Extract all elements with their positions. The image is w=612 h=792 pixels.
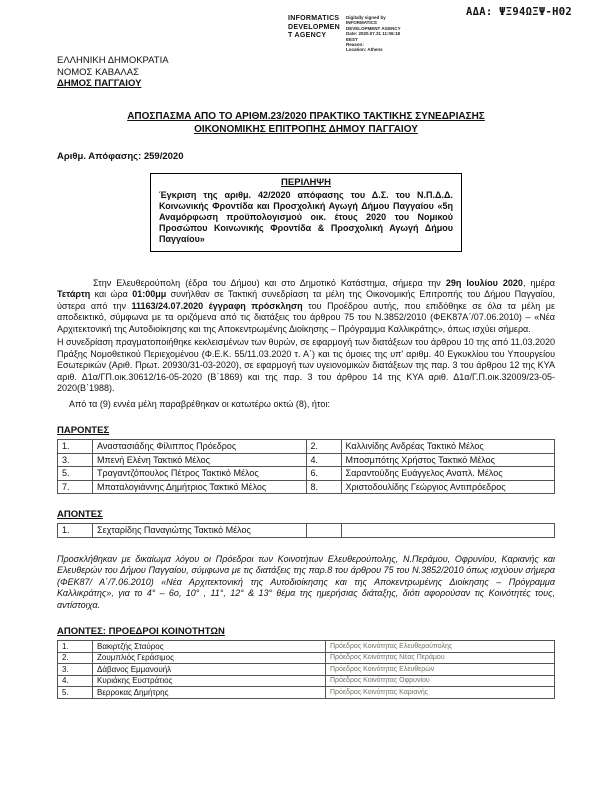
- member-number: 1.: [58, 440, 93, 454]
- signature-detail-line: EEST: [346, 36, 358, 42]
- signature-detail-line: Reason:: [346, 42, 364, 48]
- document-title: [57, 110, 555, 136]
- signature-agency-name: [288, 15, 340, 41]
- document-title-line1: ΑΠΟΣΠΑΣΜΑ ΑΠΟ ΤΟ ΑΡΙΘΜ.23/2020 ΠΡΑΚΤΙΚΟ ΤΑΚΤΙΚΗΣ ΣΥΝΕΔΡΙΑΣΗΣ: [127, 110, 485, 122]
- president-title: Πρόεδρος Κοινότητας Ελευθερούπολης: [326, 641, 555, 653]
- digital-signature-stamp: [288, 15, 401, 53]
- decision-number: Αριθμ. Απόφασης: 259/2020: [57, 150, 184, 162]
- signature-details: [346, 15, 401, 53]
- president-name: Ζουμπλιός Γεράσιμος: [93, 652, 326, 664]
- letterhead-prefecture: ΝΟΜΟΣ ΚΑΒΑΛΑΣ: [57, 66, 139, 78]
- table-row: [58, 467, 555, 481]
- table-row: [58, 687, 555, 699]
- attendance-intro: Από τα (9) εννέα μέλη παραβρέθηκαν οι κατωτέρω οκτώ (8), ήτοι:: [69, 398, 330, 409]
- ada-code: ΑΔΑ: ΨΞ94ΩΞΨ-ΗΘ2: [466, 6, 572, 18]
- letterhead-country: ΕΛΛΗΝΙΚΗ ΔΗΜΟΚΡΑΤΙΑ: [57, 55, 169, 66]
- summary-heading: ΠΕΡΙΛΗΨΗ: [281, 176, 331, 188]
- summary-box: [150, 173, 462, 252]
- table-row: [58, 524, 555, 538]
- president-name: Βακιρτζής Σταύρος: [93, 641, 326, 653]
- signature-detail-line: Date: 2020.07.31 11:06:18: [346, 31, 401, 37]
- agency-line: INFORMATICS: [288, 15, 340, 22]
- member-name: Μποσμπότης Χρήστος Τακτικό Μέλος: [341, 453, 555, 467]
- table-row: [58, 453, 555, 467]
- table-row: [58, 664, 555, 676]
- president-number: 5.: [58, 687, 93, 699]
- president-number: 3.: [58, 664, 93, 676]
- member-name: Μπενή Ελένη Τακτικό Μέλος: [93, 453, 307, 467]
- opening-paragraph: Στην Ελευθερούπολη (έδρα του Δήμου) και στο Δημοτικό Κατάστημα, σήμερα την 29η Ιουλίου 2020, ημέρα Τετάρτη και ώρα 01:00μμ συνήλθαν σε Τακτική συνεδρίαση τα μέλη της Οικονομικής Επιτροπής του Δήμου Παγγαίου, ύστερα από την 11163/24.07.2020 έγγραφη πρόσκληση του Προέδρου αυτής, που επιδόθηκε σε όλα τα μέλη με αποδεικτικό, σύμφωνα με τα οριζόμενα από τις διατάξεις του άρθρου 75 του Ν.3852/2010 (ΦΕΚ87Α΄/07.06.2010) – «Νέα Αρχιτεκτονική της Αυτοδιοίκησης και της Αποκεντρωμένης Διοίκησης – Πρόγραμμα Καλλικράτης», όπως ισχύει σήμερα.: [57, 277, 556, 334]
- member-name: Καλλινίδης Ανδρέας Τακτικό Μέλος: [341, 440, 555, 454]
- president-title: Πρόεδρος Κοινότητας Ελευθερών: [326, 664, 555, 676]
- member-name: Αναστασιάδης Φίλιππος Πρόεδρος: [93, 440, 307, 454]
- member-number: 3.: [58, 453, 93, 467]
- apontes-proedroi-heading: ΑΠΟΝΤΕΣ: ΠΡΟΕΔΡΟΙ ΚΟΙΝΟΤΗΤΩΝ: [57, 626, 225, 637]
- agency-line: DEVELOPMEN: [288, 23, 341, 31]
- president-name: Δάβανος Εμμανουήλ: [93, 664, 326, 676]
- member-name: Χριστοδουλίδης Γεώργιος Αντιπρόεδρος: [341, 480, 555, 494]
- apontes-heading: ΑΠΟΝΤΕΣ: [57, 509, 103, 520]
- president-title: Πρόεδρος Κοινότητας Καριανής: [326, 687, 555, 699]
- president-number: 2.: [58, 652, 93, 664]
- president-title: Πρόεδρος Κοινότητας Οφρυνίου: [326, 675, 555, 687]
- member-name: Σαραντούδης Ευάγγελος Αναπλ. Μέλος: [341, 467, 555, 481]
- proedroi-table: [57, 640, 555, 699]
- member-name: [341, 524, 555, 538]
- member-number: 2.: [306, 440, 341, 454]
- president-name: Κυριάκης Ευστράτιος: [93, 675, 326, 687]
- signature-detail-line: Digitally signed by: [346, 15, 386, 20]
- member-number: 5.: [58, 467, 93, 481]
- summary-text: Έγκριση της αριθμ. 42/2020 απόφασης του Δ.Σ. του Ν.Π.Δ.Δ. Κοινωνικής Φροντίδα και Προσχολική Αγωγή Δήμου Παγγαίου «5η Αναμόρφωση προϋπολογισμού οικ. έτους 2020 του Νομικού Προσώπου Κοινωνικής Φροντίδα & Προσχολική Αγωγή Δήμου Παγγαίου»: [159, 189, 453, 244]
- member-name: Τραγαντζόπουλος Πέτρος Τακτικό Μέλος: [93, 467, 307, 481]
- president-number: 4.: [58, 675, 93, 687]
- table-row: [58, 675, 555, 687]
- signature-detail-line: Location: Athens: [346, 47, 383, 53]
- member-number: 1.: [58, 524, 93, 538]
- parontes-table: [57, 439, 555, 494]
- member-number: 8.: [306, 480, 341, 494]
- signature-detail-line: DEVELOPMENT AGENCY: [346, 25, 401, 31]
- table-row: [58, 440, 555, 454]
- document-title-line2: ΟΙΚΟΝΟΜΙΚΗΣ ΕΠΙΤΡΟΠΗΣ ΔΗΜΟΥ ΠΑΓΓΑΙΟΥ: [194, 123, 418, 135]
- letterhead: [57, 55, 555, 90]
- member-name: Σεχταρίδης Παναγιώτης Τακτικό Μέλος: [93, 524, 307, 538]
- member-number: 6.: [306, 467, 341, 481]
- table-row: [58, 652, 555, 664]
- table-row: [58, 641, 555, 653]
- member-number: [306, 524, 341, 538]
- member-number: 4.: [306, 453, 341, 467]
- invitation-paragraph: Προσκλήθηκαν με δικαίωμα λόγου οι Πρόεδροι των Κοινοτήτων Ελευθερούπολης, Ν.Περάμου, Οφρυνίου, Καριανής και Ελευθερών του Δήμου Παγγαίου, σύμφωνα με τις διατάξεις της παρ.8 του άρθρου 75 του Ν.3852/2010 όπως ισχύουν σήμερα (ΦΕΚ87/ Α΄/7.06.2010) «Νέα Αρχιτεκτονική της Αυτοδιοίκησης και της Αποκεντρωμένης Διοίκησης – Πρόγραμμα Καλλικράτης», για το 4° – 6ο, 10° , 11°, 12° & 13° θέμα της ημερήσιας διάταξης, διότι αφορούσαν τις Κοινότητές τους, αντίστοιχα.: [57, 553, 555, 610]
- closed-doors-paragraph: Η συνεδρίαση πραγματοποιήθηκε κεκλεισμένων των θυρών, σε εφαρμογή των διατάξεων του άρθρου 10 της από 11.03.2020 Πράξης Νομοθετικού Περιεχομένου (Φ.Ε.Κ. 55/11.03.2020 τ. Α΄) και τις όμοιες της υπ' αριθμ. 40 Εγκυκλίου του Υπουργείου Εσωτερικών (Αριθ. Πρωτ. 20930/31-03-2020), σε εφαρμογή των υγειονομικών διατάξεων της παρ. 3 του άρθρου 12 της ΚΥΑ αριθ. Δ1α/ΓΠ.οικ.30612/16-05-2020 (Β΄1869) και της παρ. 3 του άρθρου 14 της ΚΥΑ αριθ. Δ1α/Γ.Π.οικ.32009/23-05-2020(Β΄1988).: [57, 337, 555, 393]
- signature-detail-line: INFORMATICS: [346, 20, 377, 26]
- member-name: Μπαταλογιάννης Δημήτριος Τακτικό Μέλος: [93, 480, 307, 494]
- table-row: [58, 480, 555, 494]
- president-name: Βερροκας Δημήτρης: [93, 687, 326, 699]
- member-number: 7.: [58, 480, 93, 494]
- parontes-heading: ΠΑΡΟΝΤΕΣ: [57, 425, 110, 436]
- letterhead-municipality: ΔΗΜΟΣ ΠΑΓΓΑΙΟΥ: [57, 78, 142, 89]
- apontes-table: [57, 523, 555, 538]
- agency-line: T AGENCY: [288, 32, 327, 39]
- president-title: Πρόεδρος Κοινότητας Νέας Περάμου: [326, 652, 555, 664]
- president-number: 1.: [58, 641, 93, 653]
